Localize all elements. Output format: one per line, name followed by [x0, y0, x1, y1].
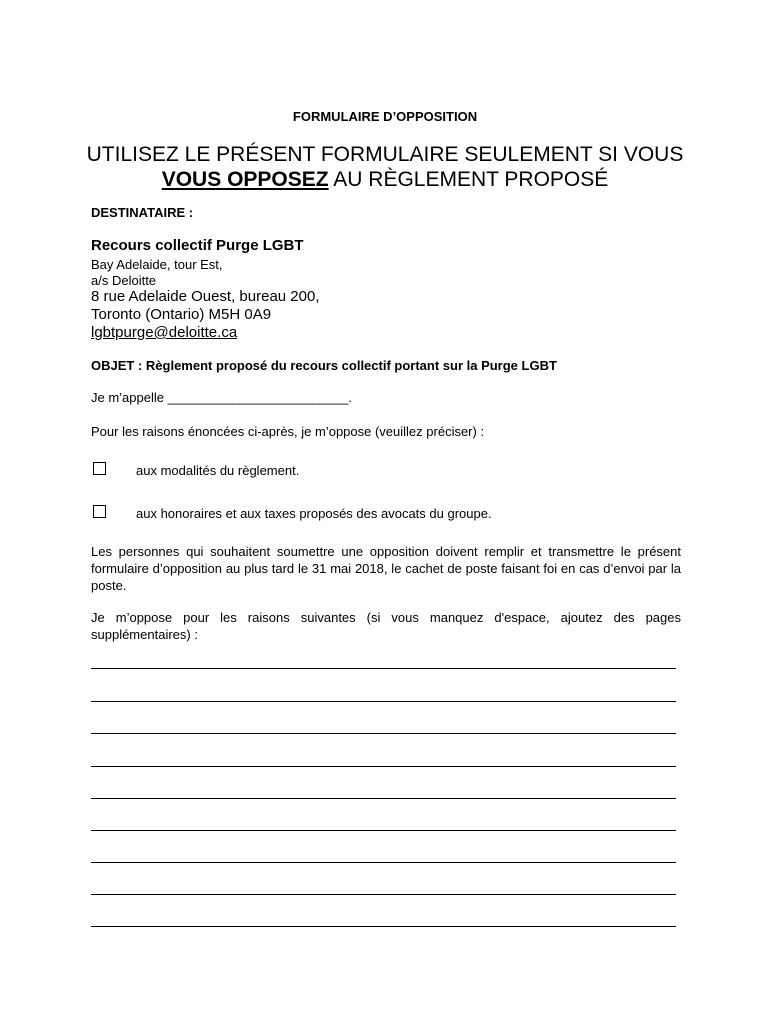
recipient-email-link[interactable]: lgbtpurge@deloitte.ca — [91, 324, 238, 341]
reasons-paragraph: Je m’oppose pour les raisons suivantes (si vous manquez d'espace, ajoutez des pages supplémentaires) : — [91, 610, 681, 642]
answer-line[interactable] — [91, 668, 676, 669]
address-line2: a/s Deloitte — [91, 273, 157, 288]
address-line3: 8 rue Adelaide Ouest, bureau 200, — [91, 288, 320, 305]
answer-line[interactable] — [91, 894, 676, 895]
headline-emphasis: VOUS OPPOSEZ — [161, 168, 329, 191]
address-line4: Toronto (Ontario) M5H 0A9 — [91, 306, 272, 323]
headline-line2 — [0, 167, 770, 192]
subject-line: OBJET : Règlement proposé du recours collectif portant sur la Purge LGBT — [91, 358, 557, 373]
recipient-label: DESTINATAIRE : — [91, 205, 194, 220]
headline-line2-rest: AU RÈGLEMENT PROPOSÉ — [328, 168, 609, 191]
answer-line[interactable] — [91, 766, 676, 767]
answer-line[interactable] — [91, 701, 676, 702]
option-label: aux honoraires et aux taxes proposés des avocats du groupe. — [136, 506, 492, 521]
recipient-name: Recours collectif Purge LGBT — [91, 237, 304, 254]
answer-line[interactable] — [91, 926, 676, 927]
address-line1: Bay Adelaide, tour Est, — [91, 257, 223, 272]
option-label: aux modalités du règlement. — [136, 463, 300, 478]
deadline-paragraph: Les personnes qui souhaitent soumettre une opposition doivent remplir et transmettre le présent formulaire d’opposition au plus tard le 31 mai 2018, le cachet de poste faisant foi en cas d’envoi par la poste. — [91, 544, 681, 593]
answer-line[interactable] — [91, 862, 676, 863]
answer-line[interactable] — [91, 798, 676, 799]
checkbox-settlement-terms[interactable] — [93, 462, 106, 475]
headline — [0, 142, 770, 192]
headline-line1: UTILISEZ LE PRÉSENT FORMULAIRE SEULEMENT SI VOUS — [86, 143, 684, 166]
name-field[interactable]: Je m’appelle _________________________. — [91, 390, 352, 405]
form-title: FORMULAIRE D’OPPOSITION — [292, 109, 478, 124]
reasons-intro: Pour les raisons énoncées ci-après, je m’oppose (veuillez préciser) : — [91, 424, 485, 439]
checkbox-lawyer-fees[interactable] — [93, 505, 106, 518]
answer-line[interactable] — [91, 830, 676, 831]
answer-line[interactable] — [91, 733, 676, 734]
